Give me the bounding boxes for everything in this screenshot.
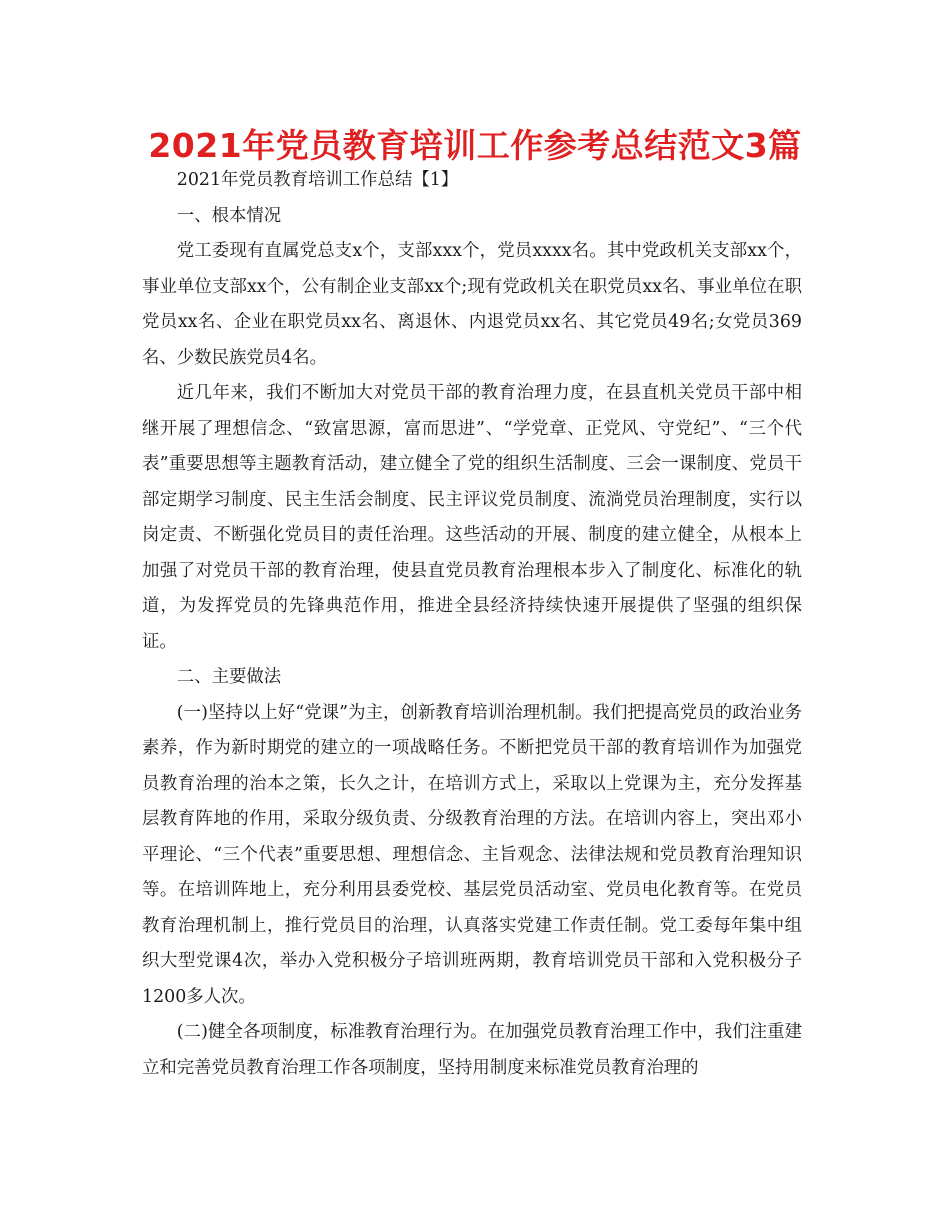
subtitle: 2021年党员教育培训工作总结【1】 bbox=[176, 170, 459, 190]
section-heading-1: 一、根本情况 bbox=[176, 205, 282, 226]
paragraph-1: 党工委现有直属党总支x个，支部xxx个，党员xxxx名。其中党政机关支部xx个，事业单位支部xx个，公有制企业支部xx个;现有党政机关在职党员xx名、事业单位在职党员xx名、企业在职党员xx名、离退休、内退党员xx名、其它党员49名;女党员369名、少数民族党员4名。 bbox=[142, 241, 802, 368]
paragraph-4: (二)健全各项制度，标准教育治理行为。在加强党员教育治理工作中，我们注重建立和完善党员教育治理工作各项制度，坚持用制度来标准党员教育治理的 bbox=[142, 1022, 802, 1078]
document-title: 2021年党员教育培训工作参考总结范文3篇 bbox=[148, 126, 802, 165]
paragraph-2: 近几年来，我们不断加大对党员干部的教育治理力度，在县直机关党员干部中相继开展了理想信念、“致富思源，富而思进”、“学党章、正党风、守党纪”、“三个代表”重要思想等主题教育活动，建立健全了党的组织生活制度、三会一课制度、党员干部定期学习制度、民主生活会制度、民主评议党员制度、流淌党员治理制度，实行以岗定责、不断强化党员目的责任治理。这些活动的开展、制度的建立健全，从根本上加强了对党员干部的教育治理，使县直党员教育治理根本步入了制度化、标准化的轨道，为发挥党员的先锋典范作用，推进全县经济持续快速开展提供了坚强的组织保证。 bbox=[142, 383, 802, 652]
section-heading-2: 二、主要做法 bbox=[176, 667, 282, 687]
paragraph-3: (一)坚持以上好“党课”为主，创新教育培训治理机制。我们把提高党员的政治业务素养，作为新时期党的建立的一项战略任务。不断把党员干部的教育培训作为加强党员教育治理的治本之策，长久之计，在培训方式上，采取以上党课为主，充分发挥基层教育阵地的作用，采取分级负责、分级教育治理的方法。在培训内容上，突出邓小平理论、“三个代表”重要思想、理想信念、主旨观念、法律法规和党员教育治理知识等。在培训阵地上，充分利用县委党校、基层党员活动室、党员电化教育等。在党员教育治理机制上，推行党员目的治理，认真落实党建工作责任制。党工委每年集中组织大型党课4次，举办入党积极分子培训班两期，教育培训党员干部和入党积极分子1200多人次。 bbox=[142, 702, 802, 1007]
document-body bbox=[142, 163, 802, 1086]
